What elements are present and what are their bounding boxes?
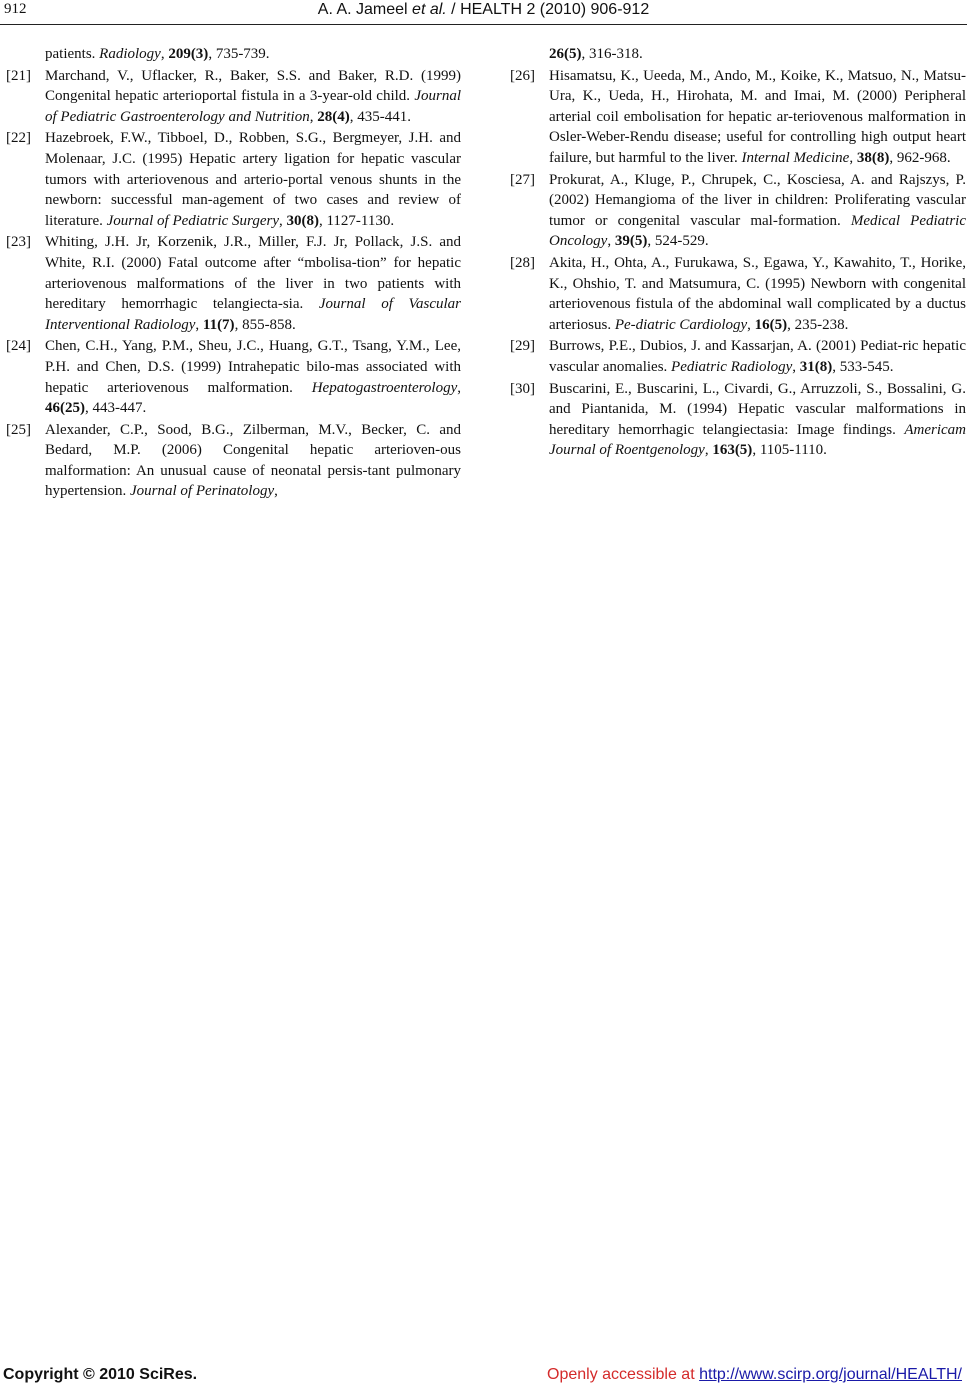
reference-28: [28] Akita, H., Ohta, A., Furukawa, S., Egawa, Y., Kawahito, T., Horike, K., Ohshio, T. and Matsumura, C. (1995) Newborn with congenital arteriovenous fistula of the abdominal wall complicated by a ductus arteriosus. Pe-diatric Cardiology, 16(5), 235-238.	[510, 254, 966, 333]
reference-number: [25]	[6, 421, 31, 438]
reference-27: [27] Prokurat, A., Kluge, P., Chrupek, C., Kosciesa, A. and Rajszys, P. (2002) Hemangioma of the liver in children: Proliferating vascular tumor or congenital vascular mal-formation. Medical Pediatric Oncology, 39(5), 524-529.	[510, 171, 966, 250]
reference-number: [28]	[510, 254, 535, 271]
page-number: 912	[4, 1, 27, 17]
continuation-text: patients. Radiology, 209(3), 735-739.	[45, 46, 270, 62]
reference-25: [25] Alexander, C.P., Sood, B.G., Zilberman, M.V., Becker, C. and Bedard, M.P. (2006) Congenital hepatic arterioven-ous malformation: An unusual cause of neonatal persis-tant pulmonary hypertension. Journal of Perinatology,	[6, 421, 461, 500]
running-head	[0, 1, 967, 19]
continuation-text: 26(5), 316-318.	[549, 46, 643, 62]
running-head-journal: / HEALTH 2 (2010) 906-912	[446, 1, 650, 18]
reference-30: [30] Buscarini, E., Buscarini, L., Civardi, G., Arruzzoli, S., Bossalini, G. and Piantanida, M. (1994) Hepatic vascular malformations in hereditary hemorrhagic telangiectasia: Image findings. Americam Journal of Roentgenology, 163(5), 1105-1110.	[510, 380, 966, 459]
running-head-etal: et al.	[412, 1, 447, 18]
footer-access	[547, 1366, 962, 1384]
reference-number: [30]	[510, 380, 535, 397]
left-column	[6, 44, 461, 503]
reference-number: [23]	[6, 234, 31, 251]
running-head-authors: A. A. Jameel	[317, 1, 408, 18]
reference-22: [22] Hazebroek, F.W., Tibboel, D., Robben, S.G., Bergmeyer, J.H. and Molenaar, J.C. (1995) Hepatic artery ligation for hepatic vascular tumors with arteriovenous and arterio-portal venous shunts in the newborn: successful man-agement of two cases and review of literature. Journal of Pediatric Surgery, 30(8), 1127-1130.	[6, 130, 461, 229]
footer-copyright: Copyright © 2010 SciRes.	[3, 1366, 198, 1383]
reference-26: [26] Hisamatsu, K., Ueeda, M., Ando, M., Koike, K., Matsuo, N., Matsu-Ura, K., Ueda, H., Hirohata, M. and Imai, M. (2000) Peripheral arterial coil embolisation for hepatic ar-teriovenous malformation in Osler-Weber-Rendu disease; useful for controlling high output heart failure, but harmful to the liver. Internal Medicine, 38(8), 962-968.	[510, 67, 966, 166]
reference-24: [24] Chen, C.H., Yang, P.M., Sheu, J.C., Huang, G.T., Tsang, Y.M., Lee, P.H. and Chen, D.S. (1999) Intrahepatic bilo-mas associated with hepatic arteriovenous malformation. Hepatogastroenterology, 46(25), 443-447.	[6, 338, 461, 417]
footer-access-text: Openly accessible at	[547, 1366, 700, 1383]
right-column	[510, 44, 966, 462]
header-rule	[0, 24, 967, 25]
reference-number: [29]	[510, 338, 535, 355]
reference-number: [21]	[6, 67, 31, 84]
reference-number: [22]	[6, 130, 31, 147]
reference-number: [26]	[510, 67, 535, 84]
reference-21: [21] Marchand, V., Uflacker, R., Baker, S.S. and Baker, R.D. (1999) Congenital hepatic arterioportal fistula in a 3-year-old child. Journal of Pediatric Gastroenterology and Nutrition, 28(4), 435-441.	[6, 67, 461, 125]
reference-number: [27]	[510, 171, 535, 188]
reference-29: [29] Burrows, P.E., Dubios, J. and Kassarjan, A. (2001) Pediat-ric hepatic vascular anomalies. Pediatric Radiology, 31(8), 533-545.	[510, 338, 966, 375]
reference-number: [24]	[6, 338, 31, 355]
reference-23: [23] Whiting, J.H. Jr, Korzenik, J.R., Miller, F.J. Jr, Pollack, J.S. and White, R.I. (2000) Fatal outcome after “mbolisa-tion” for hepatic arteriovenous malformations of the liver in two patients with hereditary hemorrhagic telangiecta-sia. Journal of Vascular Interventional Radiology, 11(7), 855-858.	[6, 234, 461, 333]
journal-url-link[interactable]: http://www.scirp.org/journal/HEALTH/	[699, 1366, 962, 1383]
